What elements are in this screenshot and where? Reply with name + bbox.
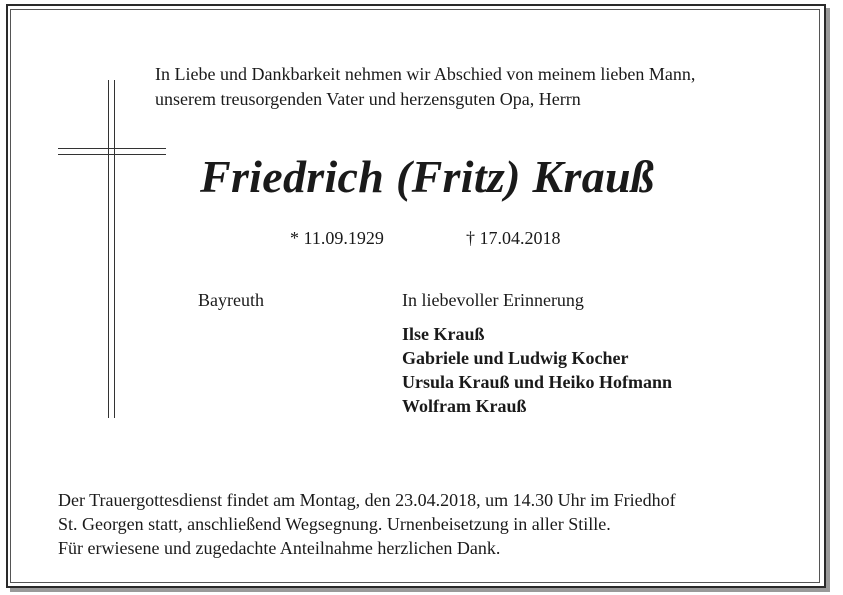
cross-vertical-line-right — [114, 80, 115, 418]
service-info — [58, 488, 676, 560]
birth-date: * 11.09.1929 — [290, 228, 384, 248]
border-shadow-right — [826, 8, 830, 592]
intro-line-1: In Liebe und Dankbarkeit nehmen wir Abschied von meinem lieben Mann, — [155, 64, 696, 84]
service-info-line-1: Der Trauergottesdienst findet am Montag, den 23.04.2018, um 14.30 Uhr im Friedhof — [58, 490, 676, 510]
memory-label: In liebevoller Erinnerung — [402, 290, 584, 310]
intro-line-2: unserem treusorgenden Vater und herzensguten Opa, Herrn — [155, 89, 581, 109]
mourner-item: Wolfram Krauß — [402, 396, 527, 416]
cross-horizontal-line-top — [58, 148, 166, 149]
cross-vertical-line-left — [108, 80, 109, 418]
service-info-line-2: St. Georgen statt, anschließend Wegsegnung. Urnenbeisetzung in aller Stille. — [58, 514, 611, 534]
intro-text — [155, 62, 695, 112]
border-shadow-bottom — [10, 588, 830, 592]
mourner-item: Ursula Krauß und Heiko Hofmann — [402, 372, 673, 392]
mourner-item: Gabriele und Ludwig Kocher — [402, 348, 629, 368]
mourner-item: Ilse Krauß — [402, 324, 485, 344]
death-date: † 17.04.2018 — [466, 228, 561, 248]
cross-horizontal-line-bottom — [58, 154, 166, 155]
deceased-name: Friedrich (Fritz) Krauß — [200, 151, 655, 202]
service-info-line-3: Für erwiesene und zugedachte Anteilnahme herzlichen Dank. — [58, 538, 501, 558]
place-name: Bayreuth — [198, 290, 264, 310]
mourners-list — [402, 322, 672, 418]
